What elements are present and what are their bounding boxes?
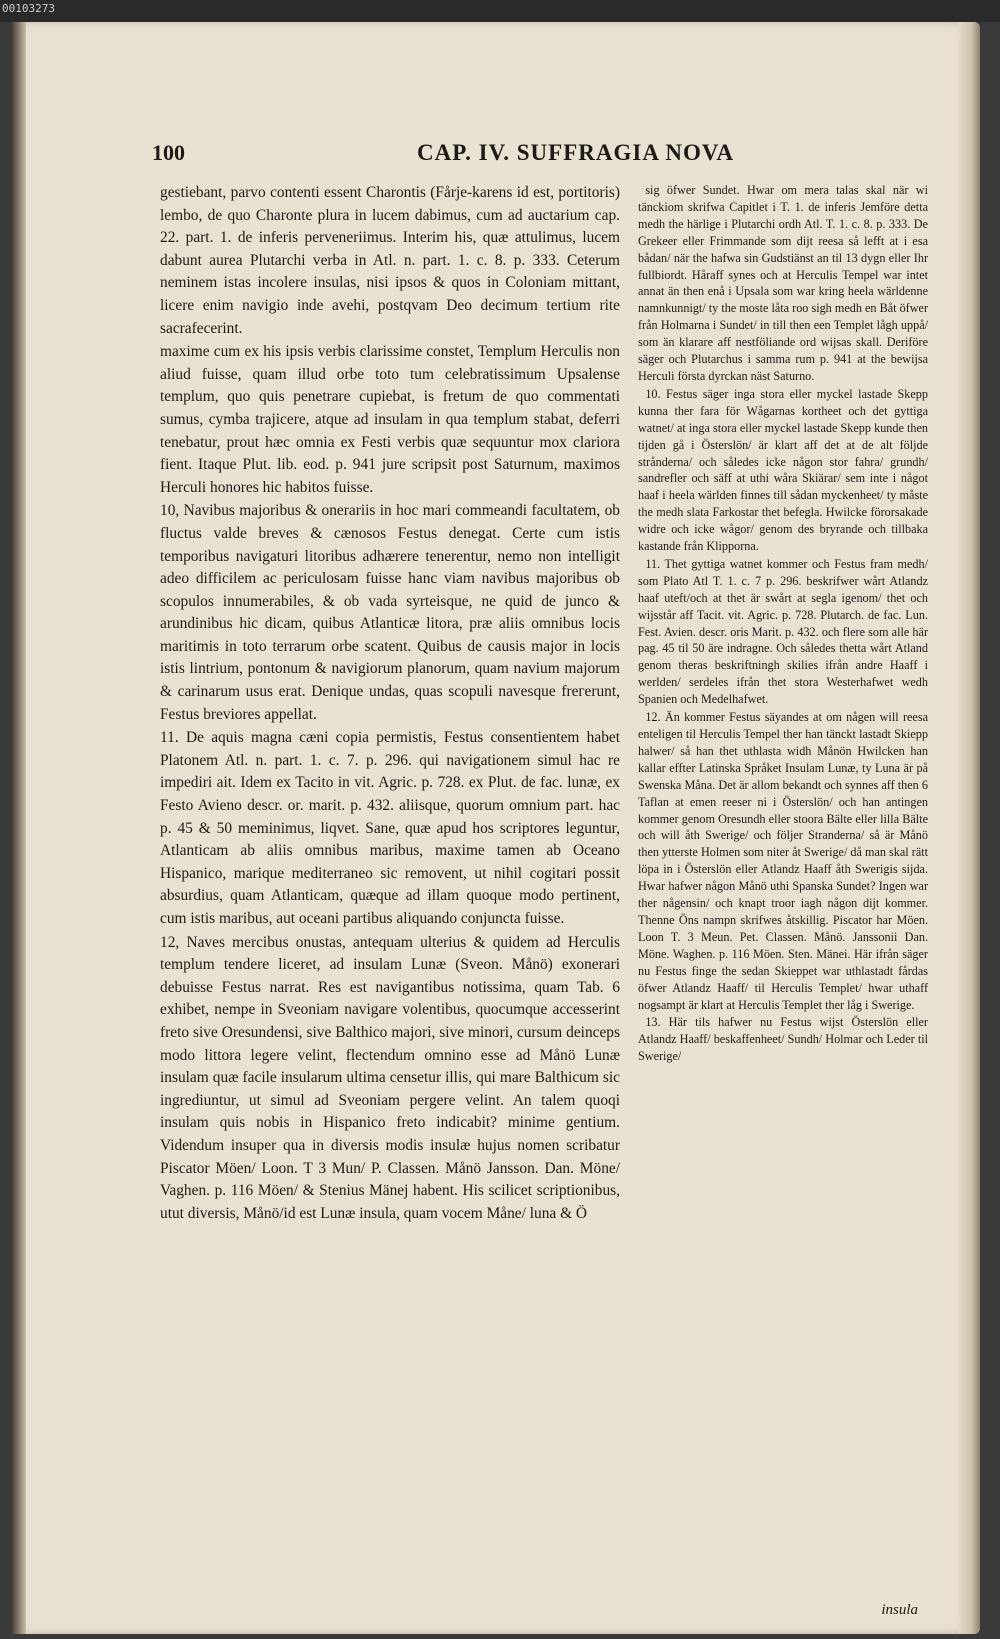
swedish-paragraph: 11. Thet gyttiga watnet kommer och Festus fram medh/ som Plato Atl T. 1. c. 7 p. 296. beskrifwer wårt Atlandz haaf uteft/och at thet är swårt at segla igenom/ thet och wijsstår aff Tacit. vit. Agric. p. 728. Plutarch. de fac. Lun. Fest. Avien. descr. oris Marit. p. 432. och flere som alle här pag. 45 til 50 äre indragne. Och således thetta wårt Atland genom theras beskriftningh skilies ifrån andre Haaff i werlden/ serdeles ifrån thet stora Westerhafwet wedh Spanien och Medelhafwet.	[638, 556, 928, 707]
page-spine	[12, 22, 26, 1634]
catchword: insula	[881, 1602, 918, 1618]
latin-paragraph: maxime cum ex his ipsis verbis clarissime constet, Templum Herculis non aliud fuisse, quam illud orbe toto tum celebratissimum Upsalense templum, quo quis penetrare cupiebat, is fretum de quo commentati sumus, cymba trajicere, atque ad insulam in qua templum stabat, deferri tenebatur, prout hæc omnia ex Festi verbis quæ sequuntur mox clariora fient. Itaque Plut. lib. eod. p. 941 jure scripsit post Saturnum, maximos Herculi honores hic habitos fuisse.	[160, 343, 620, 496]
swedish-paragraph: 13. Här tils hafwer nu Festus wijst Österslön eller Atlandz Haaff/ beskaffenheet/ Sundh/ Holmar och Leder til Swerige/	[638, 1015, 928, 1064]
latin-paragraph: 11. De aquis magna cæni copia permistis, Festus consentientem habet Platonem Atl. n. part. 1. c. 7. p. 296. qui navigationem simul hac re impediri ait. Idem ex Tacito in vit. Agric. p. 728. ex Plut. de fac. lunæ, ex Festo Avieno descr. or. marit. p. 432. aliisque, quorum omnium part. hac p. 45 & 50 meminimus, liqvet. Sane, quæ apud hos scriptores leguntur, Atlanticam ab aliis omnibus maribus, maxime tamen ab Oceano Hispanico, marique mediterraneo sic removent, ut nihil cogitari possit absurdius, quam Atlanticam, quæque ad illam quoque modo pertinent, cum istis maribus, aut oceani partibus aliquando conjuncta fuisse.	[160, 729, 620, 927]
page-edge	[958, 22, 980, 1634]
page-header	[12, 140, 980, 174]
swedish-paragraph: 10. Festus säger inga stora eller myckel lastade Skepp kunna ther fara för Wågarnas kortheet och det gyttiga watnet/ at inga stora eller myckel lastade Skepp kunde then tijden gå i Österslön/ är klart aff det at de alt följde strånderna/ och således icke någon stor fahra/ grundh/ sandrefler och säff at uthi wåra Skiärar/ sem inte i något haaf i heela wärlden finnes till sådan myckenheet/ ty måste the medh slata Farkostar thet befegla. Hwilcke förorsakade widre och icke wågor/ genom des bryrande och tillbaka kastande från Klipporna.	[638, 386, 928, 554]
latin-paragraph: 12, Naves mercibus onustas, antequam ulterius & quidem ad Herculis templum tendere liceret, ad insulam Lunæ (Sveon. Månö) exonerari debuisse Festus narrat. Res est navigantibus notissima, quam Tab. 6 exhibet, nempe in Sveoniam navigare volentibus, quocumque accesserint freto sive Oresundensi, sive Balthico majori, sive minori, cursum deinceps modo littora legere velint, flectendum omnino esse ad Månö Lunæ insulam quæ facile insularum ultima censetur illis, qui mare Balthicum sic ingrediuntur, ut simul ad Sveoniam pergere velint. An talem quoqi insulam quis nobis in Hispanico freto indicabit? minime gentium. Videndum insuper qua in diversis modis insulæ hujus nomen scribatur Piscator Möen/ Loon. T 3 Mun/ P. Classen. Månö Jansson. Dan. Möne/ Vaghen. p. 116 Möen/ & Stenius Mänej habent. His scilicet scriptionibus, utut diversis, Månö/id est Lunæ insula, quam vocem Måne/ luna & Ö	[160, 933, 620, 1222]
book-page	[12, 22, 980, 1634]
latin-paragraph: gestiebant, parvo contenti essent Charontis (Fårje-karens id est, portitoris) lembo, de quo Charonte plura in lucem dabimus, cum ad auctarium cap. 22. part. 1. de inferis perveneriimus. Interim his, quæ attulimus, lucem dabunt aurea Plutarchi verba in Atl. n. part. 1. c. 8. p. 333. Ceterum neminem istas incolere insulas, nisi ipsos & quos in Coloniam mittant, licere enim navigio inde avehi, postqvam Deo decimum tertium rite sacrafecerint.	[160, 184, 620, 337]
latin-paragraph: 10, Navibus majoribus & onerariis in hoc mari commeandi facultatem, ob fluctus valde breves & cænosos Festus denegat. Certe cum istis temporibus navigaturi litoribus adhærere tenerentur, nemo non intelligit adeo difficilem ac periculosam fuisse hanc viam navibus majoribus ob scopulos innumerabiles, & ob vada syrteisque, ne quid de junco & arundinibus hic dicam, quibus Atlanticæ litora, præ aliis omnibus locis maritimis in toto terrarum orbe scatent. Quibus de causis major in locis istis lintrium, pontonum & navigiorum planorum, quam navium majorum & carinarum usus erat. Denique undas, quas scopuli navesque frегеrunt, Festus breviores appellat.	[160, 502, 620, 723]
page-number: 100	[152, 140, 185, 165]
scan-bar	[0, 0, 1000, 22]
swedish-paragraph: sig öfwer Sundet. Hwar om mera talas skal när wi tänckiom skrifwa Capitlet i T. 1. de inferis Jemföre detta medh the härlige i Plutarchi ordh Atl. T. 1. c. 8. p. 333. De Grekeer eller Frimmande som dijt reesa så lefft at i esa bådan/ när the hafwa sin Gudstiänst an til 13 dygn eller Ihr fullbiordt. Håraff synes och at Herculis Tempel war intet annat än then enå i Upsala som war kring heela wärldenne namnkunnigt/ ty the moste låta roo sigh medh en Båt öfwer från Holmarna i Sundet/ in till then een Templet lågh uppå/ som än klarare aff nestföliande ord wijsas skall. Deriföre säger och Plutarchus i samma rum p. 941 at the bewijsa Herculi första dyrckan näst Saturno.	[638, 183, 928, 383]
swedish-column	[638, 182, 928, 1582]
running-title: CAP. IV. SUFFRAGIA NOVA	[417, 140, 735, 165]
swedish-paragraph: 12. Än kommer Festus säyandes at om någen will reesa enteligen til Herculis Tempel ther han tänckt lastadt Skiepp halwer/ så han thet uthlasta widh Månön Hwilcken han kallar effter Latinska Språket Insulam Lunæ, ty Luna är på Swenska Måna. Det är allom bekandt och synnes aff then 6 Taflan at emen reeser ni i Österslön/ och han antingen kommer genom Oresundh eller stoora Bälte eller lilla Bälte och will åth Swerige/ och följer Stranderna/ så är Månö then ytterste Holmen som niter åt Swerige/ då man skal rätt löpa in i Österslön eller Atlandz Haaff åth Swerigis sijda. Hwar hafwer någon Månö uthi Spanska Sundet? Ingen war ther någensin/ och knapt troor iagh någon dijt kommer. Thenne Öns nampn skrifwes åtskillig. Piscator har Möen. Loon T. 3 Meun. Pet. Classen. Månö. Janssonii Dan. Möne. Waghen. p. 116 Möen. Sten. Mänei. Här ifrån säger nu Festus finge the sedan Skieppet war uthlastadt fårdas öfwer Atlandz Haaff/ til Herculis Templet/ hwar uthaff nogsampt är klart at Herculis Templet ther låg i Swerige.	[638, 710, 928, 1012]
scan-id: 00103273	[2, 2, 55, 15]
latin-column	[160, 182, 620, 1592]
